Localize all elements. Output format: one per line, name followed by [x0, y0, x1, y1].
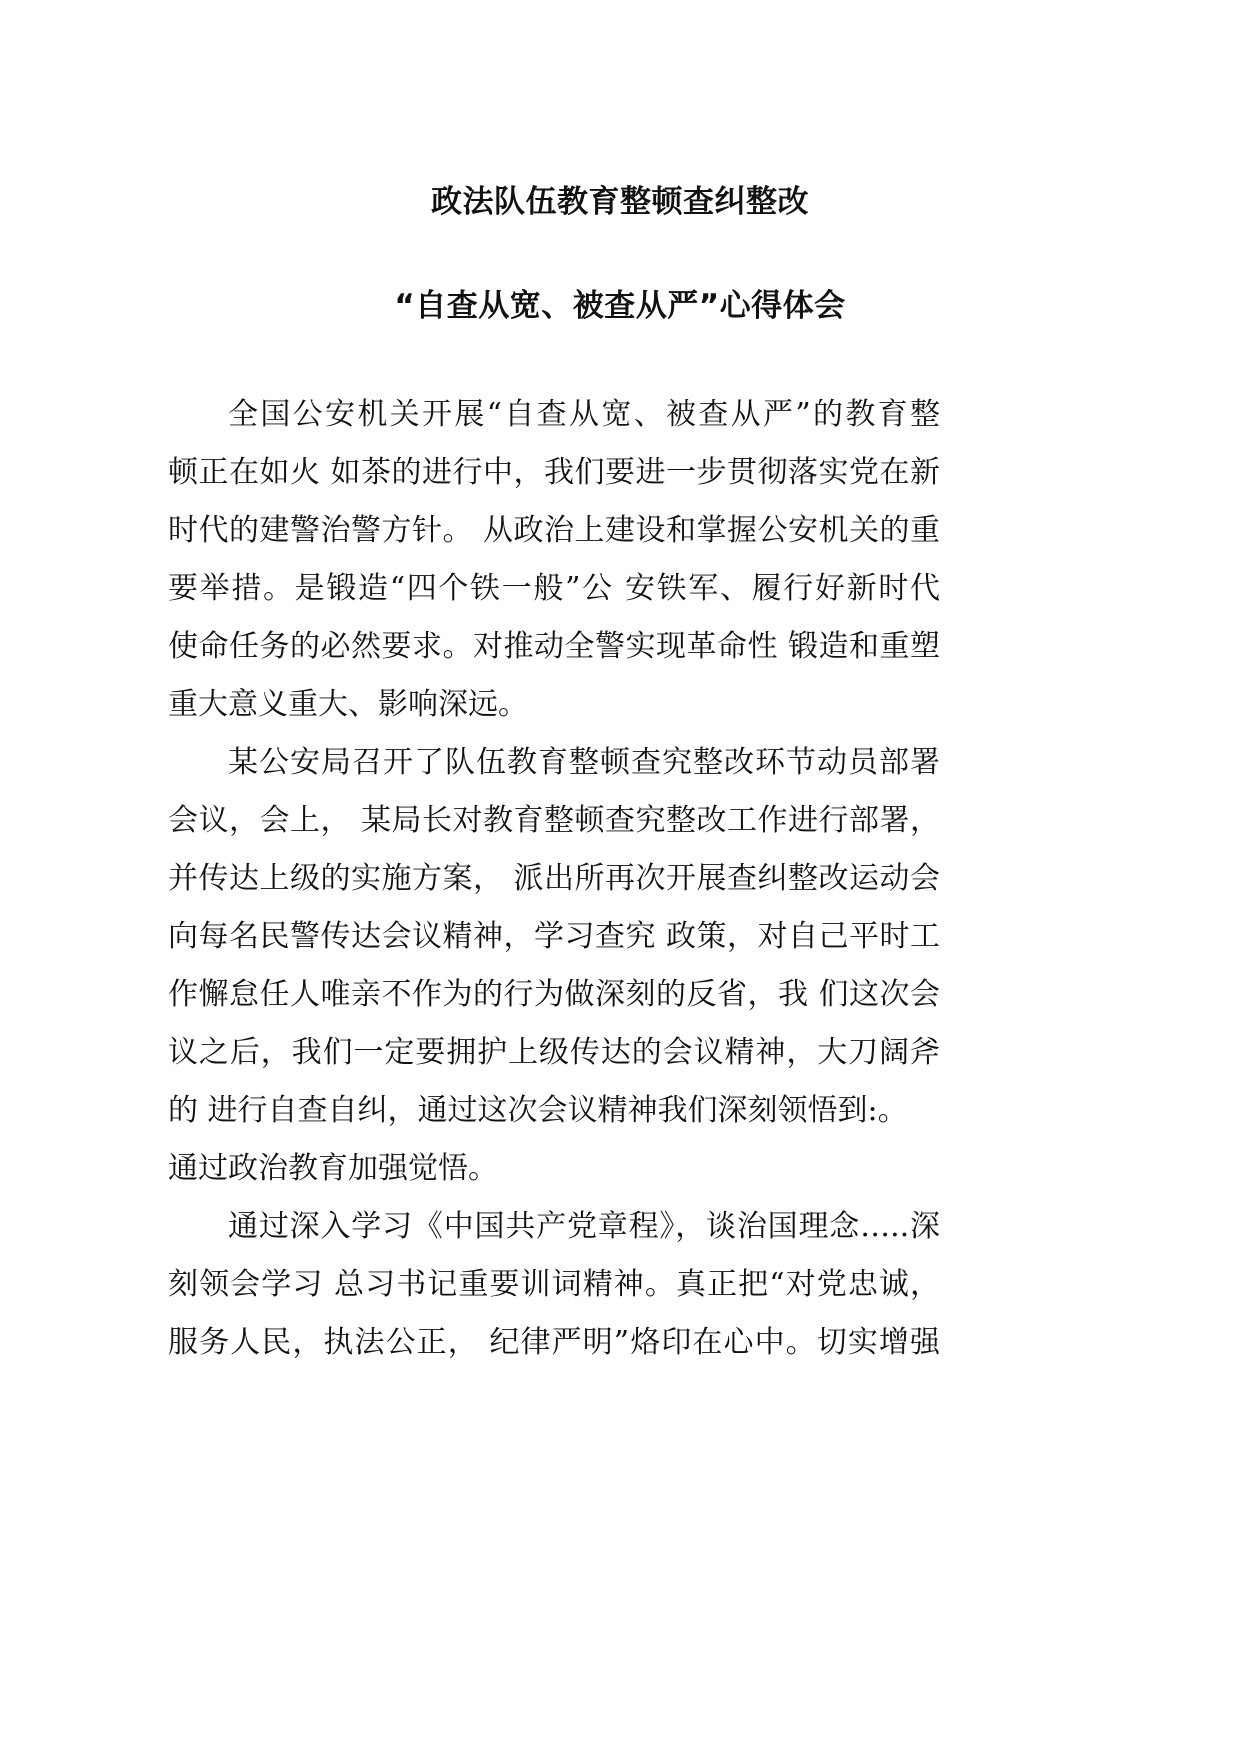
- document-body: [168, 386, 940, 1372]
- paragraph-line: 通过深入学习《中国共产党章程》，谈治国理念…..深: [228, 1209, 940, 1244]
- paragraph-line: 并传达上级的实施方案， 派出所再次开展查纠整改运动会: [168, 861, 940, 896]
- document-title-line-2: “自查从宽、被查从严”心得体会: [394, 288, 846, 324]
- paragraph-4: [168, 1198, 940, 1372]
- paragraph-2: [168, 734, 940, 1140]
- paragraph-line: 服务人民，执法公正， 纪律严明”烙印在心中。切实增强: [168, 1325, 940, 1360]
- paragraph-line: 通过政治教育加强觉悟。: [168, 1151, 498, 1186]
- paragraph-line: 顿正在如火 如茶的进行中，我们要进一步贯彻落实党在新: [168, 455, 940, 490]
- paragraph-line: 使命任务的必然要求。对推动全警实现革命性 锻造和重塑: [168, 629, 940, 664]
- paragraph-line: 刻领会学习 总习书记重要训词精神。真正把“对党忠诚，: [168, 1267, 940, 1302]
- paragraph-line: 全国公安机关开展“自查从宽、被查从严”的教育整: [228, 397, 940, 432]
- paragraph-1: [168, 386, 940, 734]
- paragraph-line: 议之后，我们一定要拥护上级传达的会议精神，大刀阔斧: [168, 1035, 940, 1070]
- paragraph-line: 向每名民警传达会议精神，学习查究 政策，对自己平时工: [168, 919, 940, 954]
- paragraph-3: [168, 1140, 940, 1198]
- paragraph-line: 要举措。是锻造“四个铁一般”公 安铁军、履行好新时代: [168, 571, 940, 606]
- paragraph-line: 某公安局召开了队伍教育整顿查究整改环节动员部署: [228, 745, 940, 780]
- paragraph-line: 会议，会上， 某局长对教育整顿查究整改工作进行部署，: [168, 803, 940, 838]
- paragraph-line: 重大意义重大、影响深远。: [168, 687, 528, 722]
- paragraph-line: 的 进行自查自纠，通过这次会议精神我们深刻领悟到:。: [168, 1093, 908, 1128]
- paragraph-line: 作懈怠任人唯亲不作为的行为做深刻的反省，我 们这次会: [168, 977, 940, 1012]
- paragraph-line: 时代的建警治警方针。 从政治上建设和掌握公安机关的重: [168, 513, 940, 548]
- document-title-line-1: 政法队伍教育整顿查纠整改: [431, 184, 809, 220]
